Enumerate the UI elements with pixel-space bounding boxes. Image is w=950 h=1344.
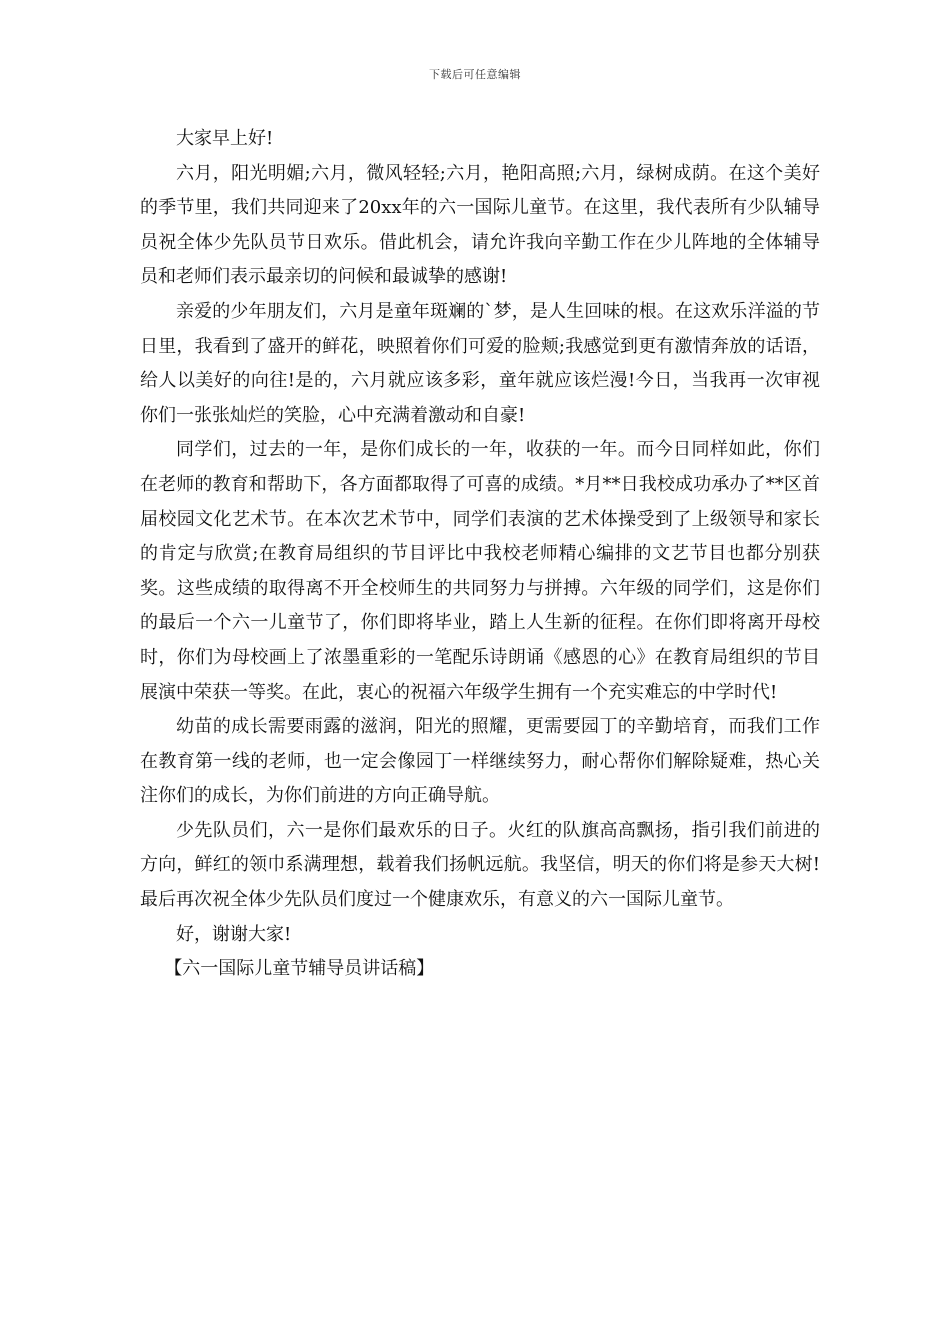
paragraph-achievements: 同学们，过去的一年，是你们成长的一年，收获的一年。而今日同样如此，你们在老师的教育和帮助下，各方面都取得了可喜的成绩。*月**日我校成功承办了**区首届校园文化艺术节。在本次艺术节中，同学们表演的艺术体操受到了上级领导和家长的肯定与欣赏;在教育局组织的节目评比中我校老师精心编排的文艺节目也都分别获奖。这些成绩的取得离不开全校师生的共同努力与拼搏。六年级的同学们，这是你们的最后一个六一儿童节了，你们即将毕业，踏上人生新的征程。在你们即将离开母校时，你们为母校画上了浓墨重彩的一笔配乐诗朗诵《感恩的心》在教育局组织的节目展演中荣获一等奖。在此，衷心的祝福六年级学生拥有一个充实难忘的中学时代! [140, 439, 820, 703]
greeting-paragraph: 大家早上好! [176, 128, 274, 149]
paragraph-pioneers: 少先队员们，六一是你们最欢乐的日子。火红的队旗高高飘扬，指引我们前进的方向，鲜红的领巾系满理想，载着我们扬帆远航。我坚信，明天的你们将是参天大树!最后再次祝全体少先队员们度过一个健康欢乐，有意义的六一国际儿童节。 [140, 819, 820, 911]
header-note: 下载后可任意编辑 [429, 68, 521, 81]
speech-body [140, 122, 820, 987]
closing-paragraph: 好，谢谢大家! [176, 923, 292, 945]
paragraph-teachers: 幼苗的成长需要雨露的滋润，阳光的照耀，更需要园丁的辛勤培育，而我们工作在教育第一线的老师，也一定会像园丁一样继续努力，耐心帮你们解除疑难，热心关注你们的成长，为你们前进的方向正确导航。 [140, 716, 820, 807]
paragraph-june: 六月，阳光明媚;六月，微风轻轻;六月，艳阳高照;六月，绿树成荫。在这个美好的季节里，我们共同迎来了20xx年的六一国际儿童节。在这里，我代表所有少队辅导员祝全体少先队员节日欢乐。借此机会，请允许我向辛勤工作在少儿阵地的全体辅导员和老师们表示最亲切的问候和最诚挚的感谢! [140, 162, 820, 288]
speech-title-tag: 【六一国际儿童节辅导员讲话稿】 [164, 958, 435, 980]
paragraph-young-friends: 亲爱的少年朋友们，六月是童年斑斓的`梦，是人生回味的根。在这欢乐洋溢的节日里，我看到了盛开的鲜花，映照着你们可爱的脸颊;我感觉到更有激情奔放的话语，给人以美好的向往!是的，六月就应该多彩，童年就应该烂漫!今日，当我再一次审视你们一张张灿烂的笑脸，心中充满着激动和自豪! [140, 300, 820, 426]
